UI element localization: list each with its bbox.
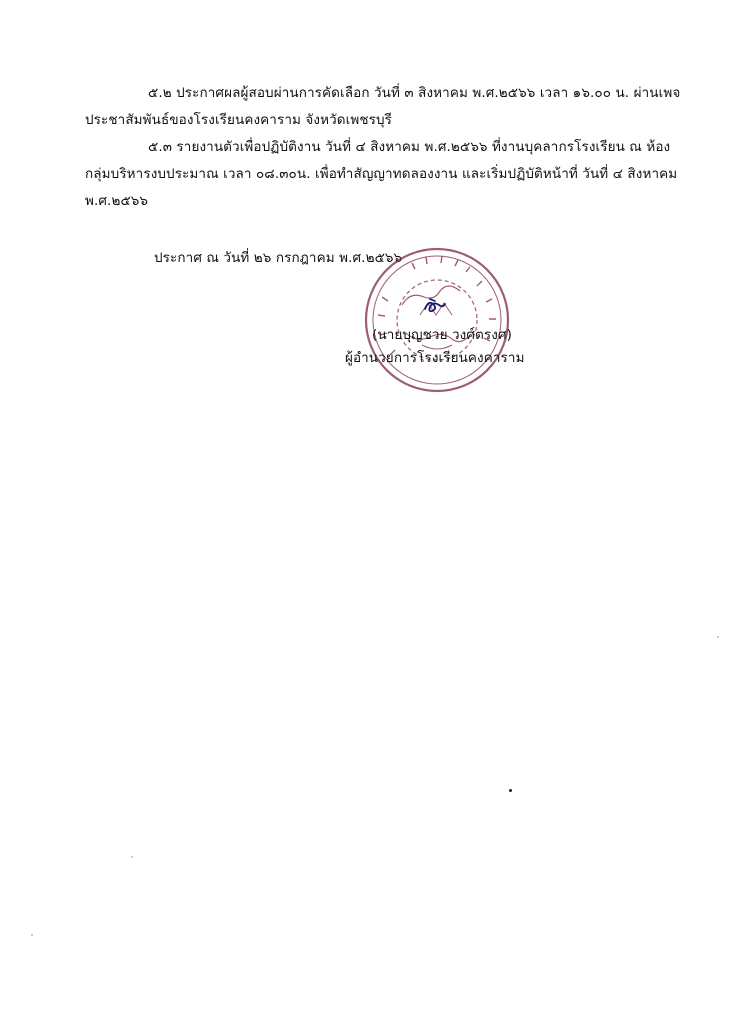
stray-dot: [509, 789, 512, 792]
item-5-2-line-1: ๕.๒ ประกาศผลผู้สอบผ่านการคัดเลือก วันที่ ๓ สิงหาคม พ.ศ.๒๕๖๖ เวลา ๑๖.๐๐ น. ผ่านเพจ: [148, 85, 681, 101]
signatory-name: (นายบุญชวย วงศ์ตรงศ): [372, 327, 512, 343]
announcement-date: ประกาศ ณ วันที่ ๒๖ กรกฎาคม พ.ศ.๒๕๖๖: [154, 250, 403, 266]
item-5-3-line-3: พ.ศ.๒๕๖๖: [85, 193, 149, 209]
signatory-position: ผู้อำนวยการโรงเรียนคงคาราม: [345, 350, 525, 366]
item-5-3-line-1: ๕.๓ รายงานตัวเพื่อปฏิบัติงาน วันที่ ๔ สิงหาคม พ.ศ.๒๕๖๖ ที่งานบุคลากรโรงเรียน ณ ห้อง: [148, 139, 671, 155]
handwritten-signature: [422, 295, 448, 317]
item-5-3-line-2: กลุ่มบริหารงบประมาณ เวลา ๐๘.๓๐น. เพื่อทำสัญญาทดลองงาน และเริ่มปฏิบัติหน้าที่ วันที่ ๔ สิงหาคม: [85, 166, 678, 182]
official-seal-stamp: [362, 245, 512, 395]
scan-speck: [31, 934, 33, 936]
scan-speck: [131, 856, 133, 858]
item-5-2-line-2: ประชาสัมพันธ์ของโรงเรียนคงคาราม จังหวัดเพชรบุรี: [85, 112, 392, 128]
scan-speck: [717, 636, 719, 638]
